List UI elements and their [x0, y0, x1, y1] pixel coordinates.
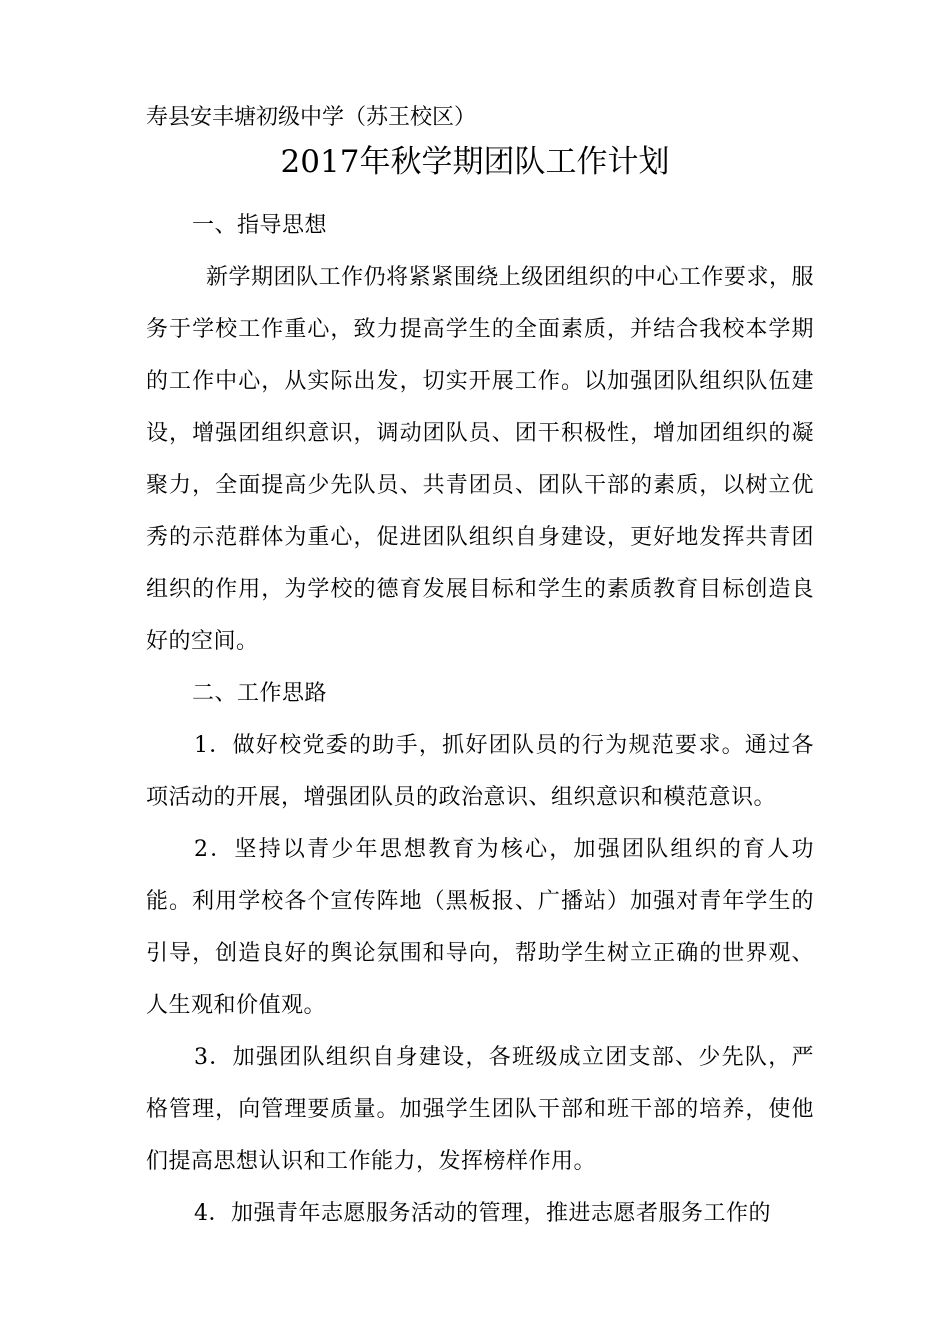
school-name: 寿县安丰塘初级中学（苏王校区） [146, 105, 477, 130]
paragraph-item-1: 1．做好校党委的助手，抓好团队员的行为规范要求。通过各项活动的开展，增强团队员的政治意识、组织意识和模范意识。 [146, 733, 814, 810]
paragraph-item-2: 2．坚持以青少年思想教育为核心，加强团队组织的育人功能。利用学校各个宣传阵地（黑板报、广播站）加强对青年学生的引导，创造良好的舆论氛围和导向，帮助学生树立正确的世界观、人生观和价值观。 [146, 837, 814, 1018]
paragraph-guiding-ideology: 新学期团队工作仍将紧紧围绕上级团组织的中心工作要求，服务于学校工作重心，致力提高学生的全面素质，并结合我校本学期的工作中心，从实际出发，切实开展工作。以加强团队组织队伍建设，增强团组织意识，调动团队员、团干积极性，增加团组织的凝聚力，全面提高少先队员、共青团员、团队干部的素质，以树立优秀的示范群体为重心，促进团队组织自身建设，更好地发挥共青团组织的作用，为学校的德育发展目标和学生的素质教育目标创造良好的空间。 [146, 265, 814, 654]
section-heading-work-approach: 二、工作思路 [192, 681, 328, 706]
document-title: 2017年秋学期团队工作计划 [280, 144, 670, 180]
paragraph-item-4: 4．加强青年志愿服务活动的管理，推进志愿者服务工作的 [194, 1201, 771, 1226]
paragraph-item-3: 3．加强团队组织自身建设，各班级成立团支部、少先队，严格管理，向管理要质量。加强学生团队干部和班干部的培养，使他们提高思想认识和工作能力，发挥榜样作用。 [146, 1045, 814, 1174]
section-heading-guiding-ideology: 一、指导思想 [192, 213, 328, 238]
document-body [146, 200, 814, 1240]
